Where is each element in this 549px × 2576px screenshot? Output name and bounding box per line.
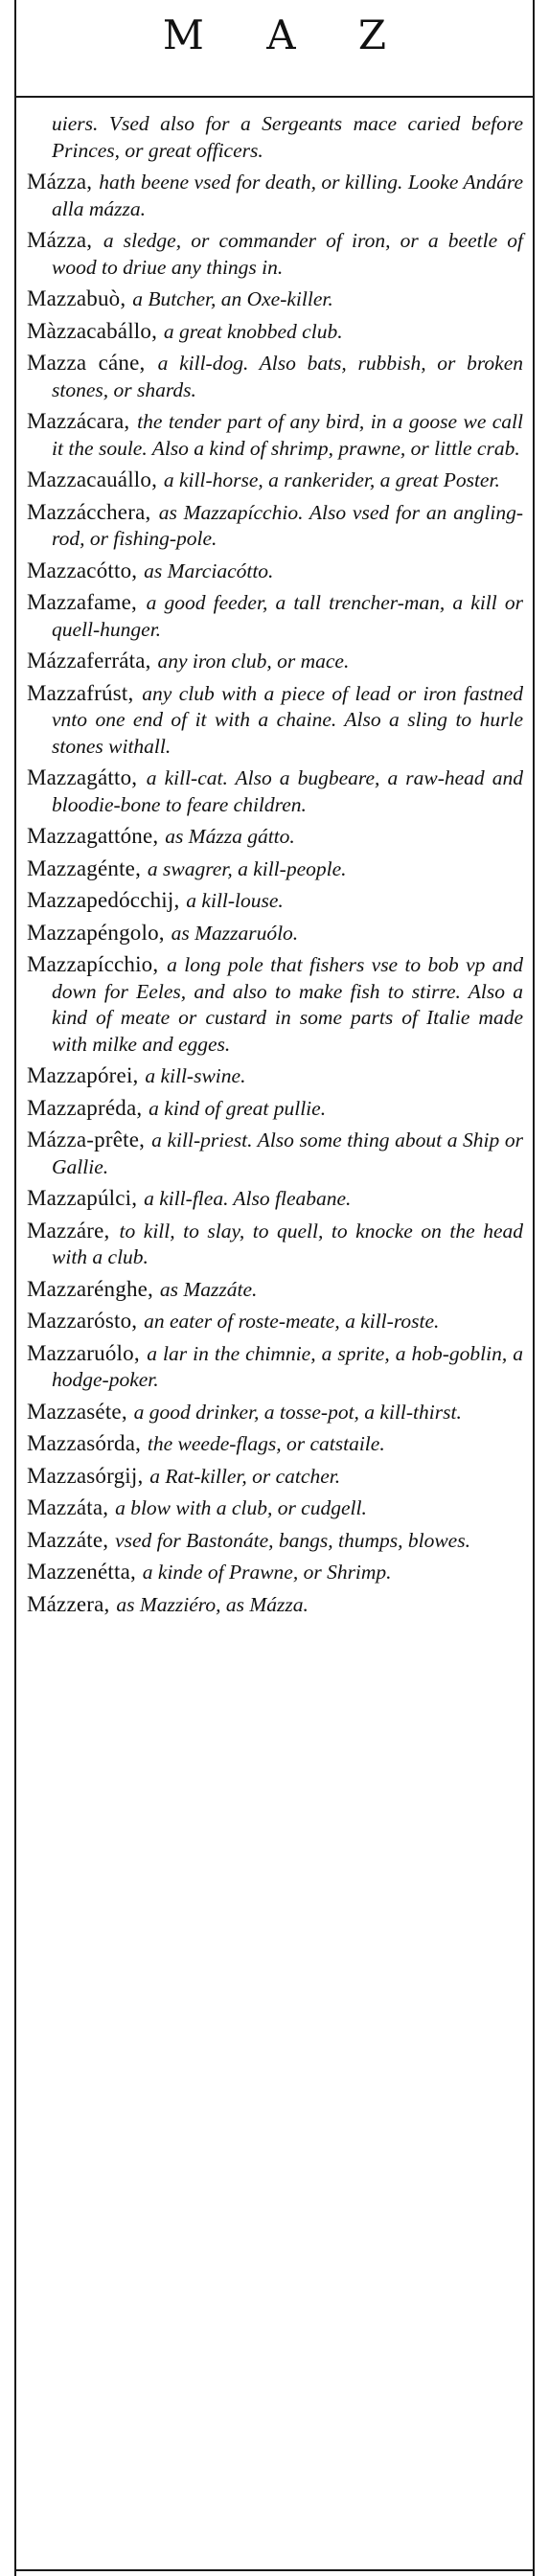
headword: Mazzaséte, (27, 1399, 127, 1424)
headword: Mazzáre, (27, 1218, 110, 1242)
definition: a kill-dog. Also bats, rubbish, or broken stones, or shards. (52, 352, 523, 401)
headword: Mazzácchera, (27, 499, 151, 524)
definition: as Mazziéro, as Mázza. (116, 1592, 309, 1616)
dictionary-entry (27, 681, 523, 761)
headword: Mazzagátto, (27, 765, 138, 789)
definition: an eater of roste-meate, a kill-roste. (144, 1310, 440, 1333)
definition: a kill-swine. (145, 1064, 246, 1087)
definition: any iron club, or mace. (157, 650, 350, 672)
dictionary-entry (27, 1341, 523, 1394)
definition: hath beene vsed for death, or killing. Looke Andáre alla mázza. (52, 171, 523, 220)
headword: Mazzapéngolo, (27, 920, 165, 945)
definition: a kill-priest. Also some thing about a Ship or Gallie. (52, 1128, 523, 1178)
footer-rule (14, 2569, 535, 2571)
dictionary-entry (27, 351, 523, 403)
definition: a good drinker, a tosse-pot, a kill-thirst. (133, 1400, 462, 1424)
dictionary-entry (27, 1495, 523, 1522)
definition: the weede-flags, or catstaile. (147, 1432, 385, 1455)
headword: Mazzarénghe, (27, 1276, 154, 1301)
dictionary-entry (27, 765, 523, 818)
dictionary-entry (27, 1277, 523, 1304)
definition: a kill-flea. Also fleabane. (144, 1187, 352, 1210)
headword: Mázza, (27, 228, 93, 252)
dictionary-entry (27, 824, 523, 851)
dictionary-entry (27, 1400, 523, 1426)
headword: Mazzasórda, (27, 1431, 142, 1455)
headword: Mázzera, (27, 1591, 110, 1616)
dictionary-entry (27, 319, 523, 346)
dictionary-entry (27, 228, 523, 281)
dictionary-entry (27, 1464, 523, 1491)
headword: Mazzapórei, (27, 1063, 139, 1087)
dictionary-entry (27, 286, 523, 313)
headword: Mazzáte, (27, 1527, 109, 1552)
dictionary-entry (27, 1309, 523, 1335)
headword: Mazzáta, (27, 1495, 109, 1519)
definition: a kill-louse. (186, 889, 284, 912)
headword: Mazzacótto, (27, 558, 138, 582)
dictionary-entry (27, 1096, 523, 1123)
dictionary-entry (27, 1063, 523, 1090)
definition: a good feeder, a tall trencher-man, a kill or quell-hunger. (52, 591, 523, 641)
headword: Mázzaferráta, (27, 649, 151, 672)
headword: Mazzácara, (27, 409, 130, 433)
headword: Mazzapedócchij, (27, 888, 180, 912)
definition: as Mázza gátto. (165, 825, 295, 848)
definition: a lar in the chimnie, a sprite, a hob-goblin, a hodge-poker. (52, 1341, 524, 1391)
definition: as Mazzaruólo. (171, 921, 299, 945)
definition: any club with a piece of lead or iron fastned vnto one end of it with a chaine. Also a sling to hurle stones withall. (52, 681, 523, 758)
definition: a Rat-killer, or catcher. (149, 1464, 341, 1488)
definition: a kill-cat. Also a bugbeare, a raw-head and bloodie-bone to feare children. (52, 766, 523, 816)
headword: Mazzagattóne, (27, 824, 159, 848)
definition: a swagrer, a kill-people. (147, 856, 347, 880)
definition: as Marciacótto. (144, 559, 274, 582)
dictionary-entry (27, 1128, 523, 1180)
headword: Mazza cáne, (27, 351, 146, 375)
left-border-rule (14, 0, 16, 2576)
dictionary-entry (27, 559, 523, 585)
headword: Mazzapícchio, (27, 952, 159, 976)
dictionary-entry (27, 1186, 523, 1213)
continuation-text: uiers. Vsed also for a Sergeants mace caried before Princes, or great officers. (52, 112, 523, 162)
headword: Mázza, (27, 170, 93, 194)
entry-list (27, 111, 523, 1624)
definition: a kind of great pullie. (149, 1096, 327, 1120)
dictionary-entry (27, 1431, 523, 1458)
right-border-rule (533, 0, 535, 2576)
definition: a blow with a club, or cudgell. (115, 1496, 367, 1519)
headword: Mazzapúlci, (27, 1186, 138, 1210)
dictionary-entry (27, 888, 523, 915)
headword: Mazzapréda, (27, 1095, 143, 1120)
definition: a long pole that fishers vse to bob vp and down for Eeles, and also to make fish to stirre. Also a kind of meate or custard in some parts of Italie made with milke and egges. (52, 953, 523, 1056)
dictionary-entry (27, 921, 523, 947)
dictionary-entry (27, 952, 523, 1058)
definition: to kill, to slay, to quell, to knocke on the head with a club. (52, 1219, 523, 1268)
dictionary-entry (27, 467, 523, 494)
headword: Mazzenétta, (27, 1560, 136, 1584)
definition: a great knobbed club. (163, 319, 343, 343)
headword: Mazzagénte, (27, 855, 142, 880)
dictionary-entry (27, 500, 523, 553)
headword: Màzzacabállo, (27, 318, 158, 343)
headword: Mazzaruólo, (27, 1340, 140, 1365)
header-rule (14, 96, 535, 98)
definition: the tender part of any bird, in a goose we call it the soule. Also a kind of shrimp, prawne, or little crab. (52, 410, 523, 460)
headword: Mazzabuò, (27, 286, 126, 310)
headword: Mazzasórgij, (27, 1463, 144, 1488)
headword: Mazzacauállo, (27, 467, 158, 491)
definition: a kill-horse, a rankerider, a great Poster. (163, 468, 500, 491)
dictionary-entry (27, 409, 523, 462)
dictionary-entry (27, 1528, 523, 1555)
headword: Mázza-prête, (27, 1128, 146, 1151)
dictionary-entry (27, 1592, 523, 1619)
definition: vsed for Bastonáte, bangs, thumps, blowes. (115, 1528, 470, 1552)
definition: as Mazzapícchio. Also vsed for an angling-rod, or fishing-pole. (52, 500, 523, 550)
dictionary-entry (27, 1560, 523, 1586)
definition: a Butcher, an Oxe-killer. (132, 287, 333, 310)
definition: a sledge, or commander of iron, or a beetle of wood to driue any things in. (52, 229, 523, 279)
headword: Mazzafrúst, (27, 680, 134, 705)
dictionary-entry (27, 590, 523, 643)
dictionary-entry (27, 856, 523, 883)
definition: as Mazzáte. (159, 1277, 258, 1301)
headword: Mazzafame, (27, 590, 138, 614)
dictionary-entry (27, 170, 523, 222)
dictionary-entry (27, 1219, 523, 1271)
headword: Mazzaróstо, (27, 1309, 138, 1333)
dictionary-entry (27, 649, 523, 675)
running-head: M A Z (162, 11, 412, 58)
definition: a kinde of Prawne, or Shrimp. (142, 1561, 392, 1584)
